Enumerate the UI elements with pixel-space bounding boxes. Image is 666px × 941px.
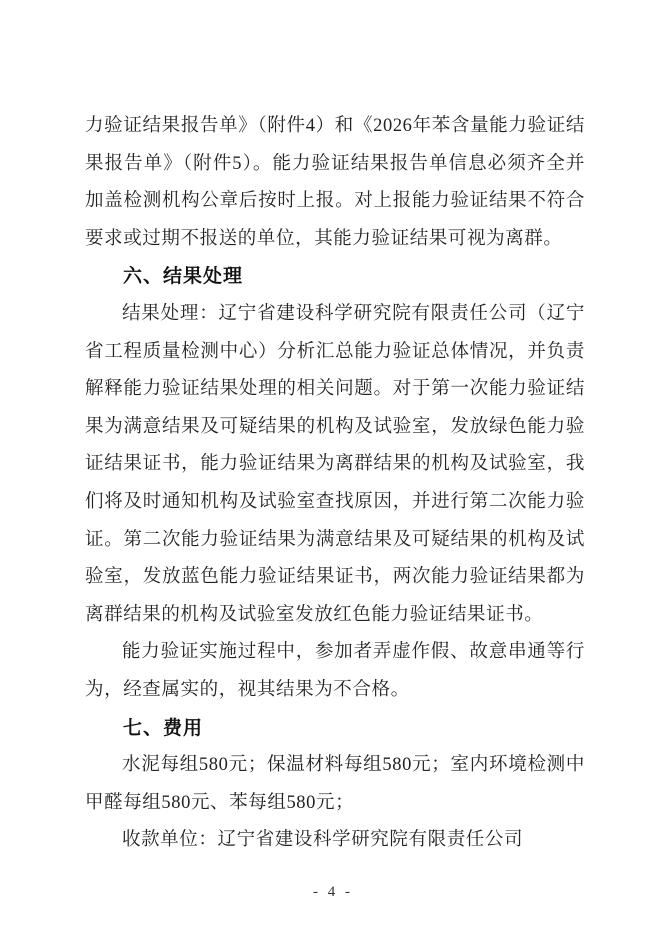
paragraph-continuation: 力验证结果报告单》（附件4）和《2026年苯含量能力验证结果报告单》（附件5）。能力验证结果报告单信息必须齐全并加盖检测机构公章后按时上报。对上报能力验证结果不符合要求或过期不报送的单位，其能力验证结果可视为离群。 [85, 116, 585, 249]
paragraph-fees: 水泥每组580元；保温材料每组580元；室内环境检测中甲醛每组580元、苯每组580元； [85, 755, 585, 813]
section-heading-results-handling: 六、结果处理 [123, 266, 244, 288]
page-number: - 4 - [313, 884, 353, 900]
paragraph-results-handling: 结果处理：辽宁省建设科学研究院有限责任公司（辽宁省工程质量检测中心）分析汇总能力验证总体情况，并负责解释能力验证结果处理的相关问题。对于第一次能力验证结果为满意结果及可疑结果的机构及试验室，发放绿色能力验证结果证书，能力验证结果为离群结果的机构及试验室，我们将及时通知机构及试验室查找原因，并进行第二次能力验证。第二次能力验证结果为满意结果及可疑结果的机构及试验室，发放蓝色能力验证结果证书，两次能力验证结果都为离群结果的机构及试验室发放红色能力验证结果证书。 [85, 303, 585, 625]
paragraph-fraud-clause: 能力验证实施过程中，参加者弄虚作假、故意串通等行为，经查属实的，视其结果为不合格。 [85, 642, 585, 700]
document-body [85, 108, 585, 860]
paragraph-payee: 收款单位：辽宁省建设科学研究院有限责任公司 [122, 830, 524, 851]
section-heading-fees: 七、费用 [123, 717, 204, 739]
